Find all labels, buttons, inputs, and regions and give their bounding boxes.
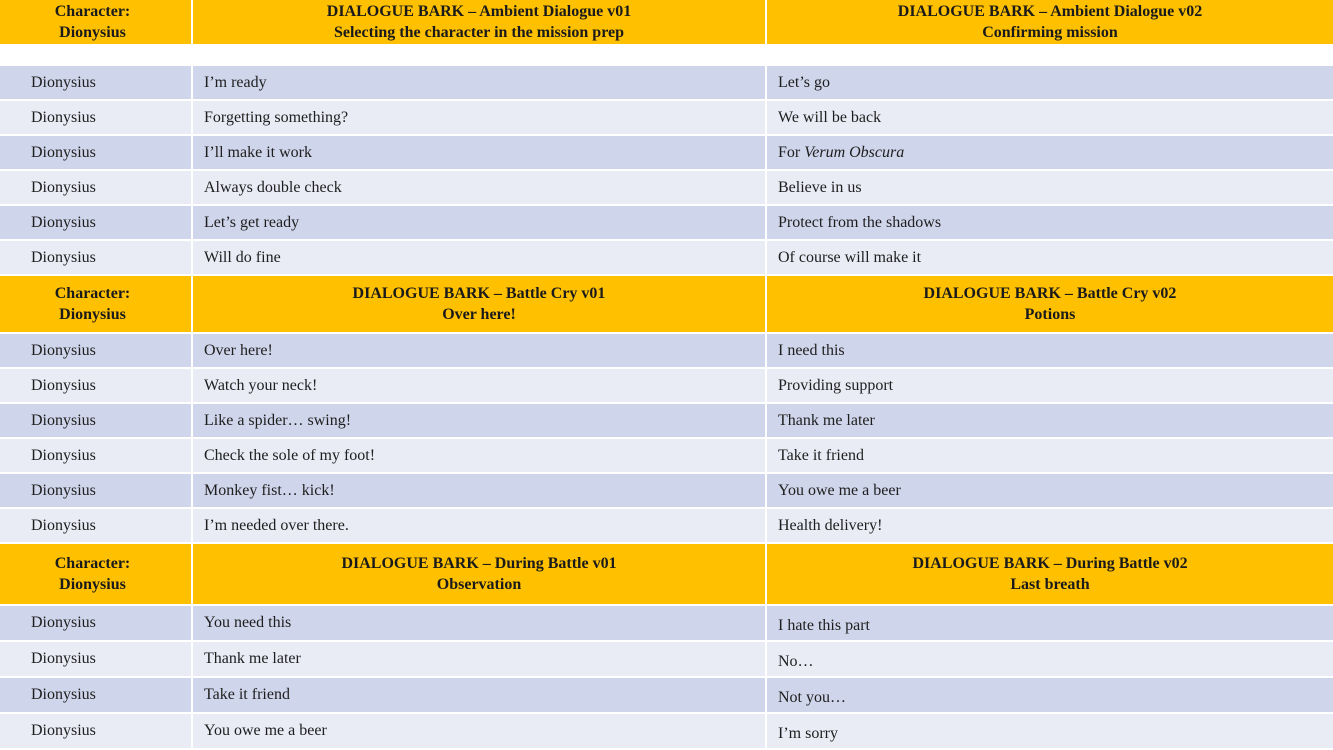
- bark-v01-cell: Always double check: [193, 171, 767, 206]
- character-cell: Dionysius: [0, 606, 193, 642]
- bark-v01-cell: Let’s get ready: [193, 206, 767, 241]
- table-row: [0, 66, 1333, 101]
- table-row: [0, 206, 1333, 241]
- bark-v02-cell: For Verum Obscura: [767, 136, 1333, 171]
- bark-v02-cell: I hate this part: [767, 606, 1333, 642]
- character-cell: Dionysius: [0, 642, 193, 678]
- bark-v01-cell: Like a spider… swing!: [193, 404, 767, 439]
- table-row: [0, 171, 1333, 206]
- bark-v01-cell: You owe me a beer: [193, 714, 767, 750]
- bark-v02-cell: Protect from the shadows: [767, 206, 1333, 241]
- bark-v01-cell: I’m needed over there.: [193, 509, 767, 544]
- section-header-battle-cry: [0, 276, 1333, 334]
- table-row: [0, 241, 1333, 276]
- bark-v01-cell: Take it friend: [193, 678, 767, 714]
- character-cell: Dionysius: [0, 101, 193, 136]
- character-cell: Dionysius: [0, 369, 193, 404]
- bark-v02-cell: Believe in us: [767, 171, 1333, 206]
- battle-cry-v02-header: DIALOGUE BARK – Battle Cry v02 Potions: [767, 276, 1333, 334]
- table-row: [0, 714, 1333, 750]
- bark-v01-cell: Will do fine: [193, 241, 767, 276]
- table-row: [0, 678, 1333, 714]
- section-header-during-battle: [0, 544, 1333, 606]
- bark-v01-cell: I’m ready: [193, 66, 767, 101]
- table-row: [0, 606, 1333, 642]
- bark-v02-cell: Not you…: [767, 678, 1333, 714]
- character-cell: Dionysius: [0, 678, 193, 714]
- bark-v01-cell: Check the sole of my foot!: [193, 439, 767, 474]
- bark-v02-cell: Health delivery!: [767, 509, 1333, 544]
- table-row: [0, 509, 1333, 544]
- character-cell: Dionysius: [0, 439, 193, 474]
- bark-v02-cell: Let’s go: [767, 66, 1333, 101]
- ambient-v02-header: DIALOGUE BARK – Ambient Dialogue v02 Confirming mission: [767, 0, 1333, 46]
- character-cell: Dionysius: [0, 714, 193, 750]
- bark-v02-cell: We will be back: [767, 101, 1333, 136]
- bark-v02-cell: No…: [767, 642, 1333, 678]
- bark-v01-cell: You need this: [193, 606, 767, 642]
- character-cell: Dionysius: [0, 509, 193, 544]
- table-row: [0, 404, 1333, 439]
- character-cell: Dionysius: [0, 334, 193, 369]
- character-cell: Dionysius: [0, 241, 193, 276]
- during-battle-v02-header: DIALOGUE BARK – During Battle v02 Last breath: [767, 544, 1333, 606]
- table-row: [0, 136, 1333, 171]
- ambient-v01-header: DIALOGUE BARK – Ambient Dialogue v01 Selecting the character in the mission prep: [193, 0, 767, 46]
- character-cell: Dionysius: [0, 404, 193, 439]
- table-row: [0, 101, 1333, 136]
- bark-v02-cell: Of course will make it: [767, 241, 1333, 276]
- bark-v01-cell: Over here!: [193, 334, 767, 369]
- table-row: [0, 642, 1333, 678]
- character-cell: Dionysius: [0, 206, 193, 241]
- character-cell: Dionysius: [0, 171, 193, 206]
- bark-v01-cell: Watch your neck!: [193, 369, 767, 404]
- bark-v01-cell: Forgetting something?: [193, 101, 767, 136]
- bark-v02-cell: Thank me later: [767, 404, 1333, 439]
- character-cell: Dionysius: [0, 136, 193, 171]
- table-row: [0, 334, 1333, 369]
- table-row: [0, 474, 1333, 509]
- bark-v02-cell: You owe me a beer: [767, 474, 1333, 509]
- character-header: Character: Dionysius: [0, 544, 193, 606]
- battle-cry-v01-header: DIALOGUE BARK – Battle Cry v01 Over here!: [193, 276, 767, 334]
- bark-v01-cell: I’ll make it work: [193, 136, 767, 171]
- bark-v02-cell: I’m sorry: [767, 714, 1333, 750]
- bark-v01-cell: Monkey fist… kick!: [193, 474, 767, 509]
- character-header: Character: Dionysius: [0, 276, 193, 334]
- section-header-ambient: [0, 0, 1333, 46]
- character-cell: Dionysius: [0, 474, 193, 509]
- bark-v02-cell: Take it friend: [767, 439, 1333, 474]
- italic-title: Verum Obscura: [804, 143, 905, 161]
- table-row: [0, 369, 1333, 404]
- bark-v02-cell: Providing support: [767, 369, 1333, 404]
- during-battle-v01-header: DIALOGUE BARK – During Battle v01 Observation: [193, 544, 767, 606]
- character-cell: Dionysius: [0, 66, 193, 101]
- table-row: [0, 439, 1333, 474]
- character-header: Character: Dionysius: [0, 0, 193, 46]
- bark-v02-cell: I need this: [767, 334, 1333, 369]
- bark-v01-cell: Thank me later: [193, 642, 767, 678]
